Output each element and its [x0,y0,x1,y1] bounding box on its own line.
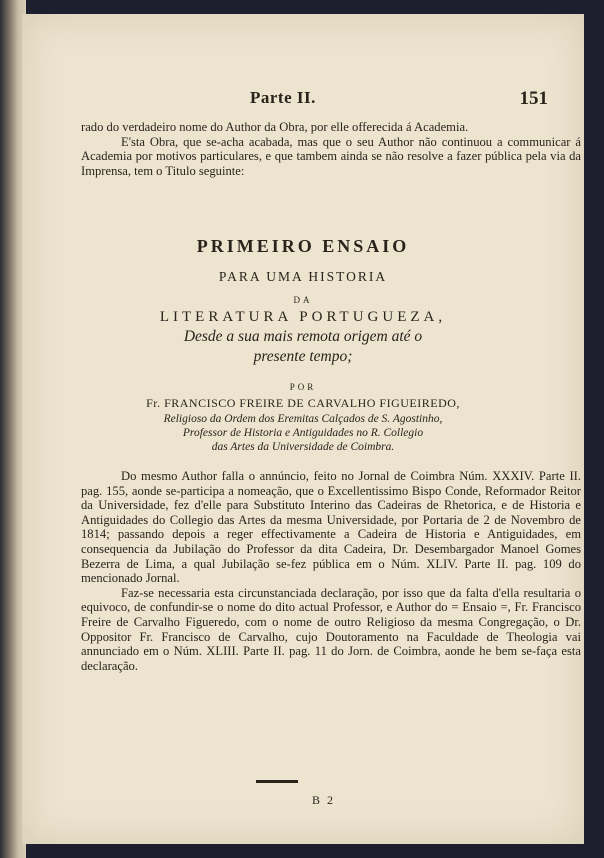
author-role-line2: Professor de Historia e Antiguidades no R. Collegio [182,427,424,439]
work-connector: DA [293,295,313,305]
work-subject: LITERATURA PORTUGUEZA, [159,309,447,325]
body-text [81,469,581,673]
book-page [22,14,584,844]
intro-paragraph: E'sta Obra, que se-acha acabada, mas que o seu Author não continuou a communicar á Academia por motivos particulares, e que tambem ainda se não resolve a fazer pública pela via da Imprensa, tem o Titulo seguinte: [81,134,581,178]
work-subtitle: PARA UMA HISTORIA [218,269,388,284]
running-title: Parte II. [250,88,316,107]
page-number: 151 [519,88,548,109]
intro-text [81,120,581,178]
page-header [82,88,548,114]
byline-label: POR [289,382,317,392]
signature-mark: B 2 [312,793,336,807]
work-title: PRIMEIRO ENSAIO [196,236,410,256]
author-role-line1: Religioso da Ordem dos Eremitas Calçados de S. Agostinho, [163,413,443,425]
page-content [22,14,584,844]
author-role-line3: das Artes da Universidade de Coimbra. [211,441,395,453]
body-paragraph-1: Do mesmo Author falla o annúncio, feito no Jornal de Coimbra Núm. XXXIV. Parte II. pag. 155, aonde se-participa a nomeação, que o Excellentissimo Bispo Conde, Reformador Reitor da Universidade, fez d'elle para Substituto Interino das Cadeiras de Rhetorica, e de Historia e Antiguidades do Collegio das Artes da mesma Universidade, por Portaria de 2 de Novembro de 1814; passando depois a reger effectivamente a Cadeira de Historia e Antiguidades, em consequencia da Jubilação do Professor da dita Cadeira, Dr. Desembargador Manoel Gomes Bezerra de Lima, a qual Jubilação se-fez pública em o Núm. XLIV. Parte II. pag. 109 do mencionado Jornal. [81,469,581,586]
work-tagline-line2: presente tempo; [253,348,353,365]
work-tagline-line1: Desde a sua mais remota origem até o [183,328,423,345]
intro-line: rado do verdadeiro nome do Author da Obra, por elle offerecida á Academia. [81,120,469,134]
closing-rule [256,780,298,783]
author-name: Fr. FRANCISCO FREIRE DE CARVALHO FIGUEIREDO, [146,396,460,410]
body-paragraph-2: Faz-se necessaria esta circunstanciada declaração, por isso que da falta d'ella resultaria o equivoco, de confundir-se o nome do dito actual Professor, e Author do = Ensaio =, Fr. Francisco Freire de Carvalho Figueredo, com o nome de outro Religioso da mesma Congregação, o Dr. Oppositor Fr. Francisco de Carvalho, cujo Doutoramento na Faculdade de Theologia vai annunciado em o Núm. XLIII. Parte II. pag. 11 do Jorn. de Coimbra, aonde he bem se-faça esta declaração. [81,585,581,673]
